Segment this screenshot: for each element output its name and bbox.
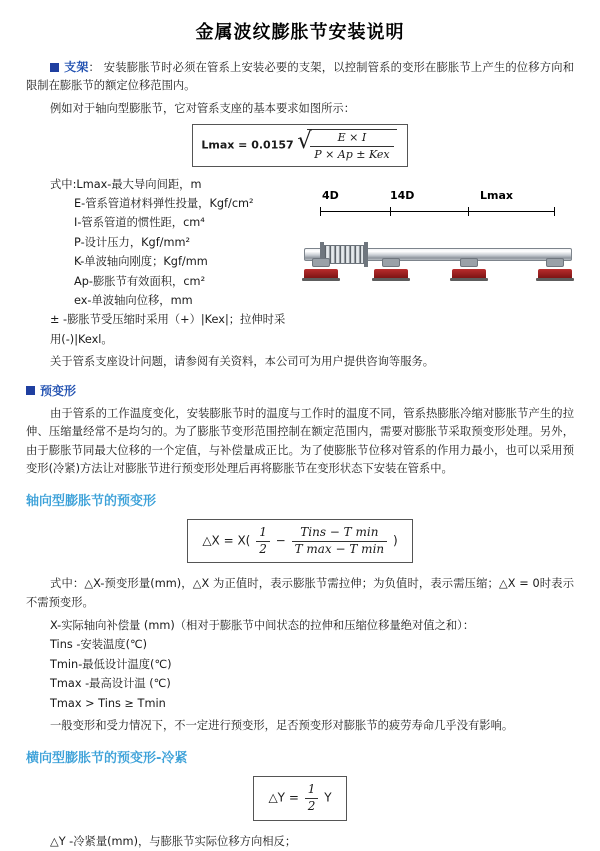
predeform-para1: 由于管系的工作温度变化，安装膨胀节时的温度与工作时的温度不同，管系热膨胀冷缩对膨胀节产生的拉伸、压缩量经常不是均匀的。为了膨胀节变形范围控制在额定范围内，需要对膨胀节采取预变形处理。另外，由于膨胀节同最大位移的一个定值，与补偿量成正比。为了使膨胀节位移对管系的作用力最小，也可以采用预变形(冷紧)方法让对膨胀节进行预变形处理后再将膨胀节在变形状态下安装在管系中。: [26, 407, 574, 475]
axial-formula-half: [254, 525, 272, 557]
list-item: Ap-膨胀节有效面积，cm²: [74, 274, 206, 288]
list-item: Tmin-最低设计温度(℃): [50, 657, 172, 671]
axial-definition-list: [26, 616, 574, 713]
lateral-note: △Y -冷紧量(mm)，与膨胀节实际位移方向相反；: [50, 834, 297, 848]
support-diagram-column: [298, 171, 578, 299]
list-item: X-实际轴向补偿量 (mm)（相对于膨胀节中间状态的拉伸和压缩位移量绝对值之和）：: [50, 619, 475, 633]
list-item: Tmax -最高设计温 (℃): [50, 677, 171, 691]
lmax-formula-denominator: P × Ap ± Kex: [314, 147, 390, 161]
axial-formula-lhs: △X = X(: [202, 533, 251, 548]
dimension-segment-14d: [390, 211, 468, 212]
list-item: E-管系管道材料弹性投量，Kgf/cm²: [74, 196, 254, 210]
axial-note1: 式中：△X-预变形量(mm)，△X 为正值时，表示膨胀节需拉伸；为负值时，表示需压缩；△X = 0时表示不需预变形。: [26, 577, 574, 609]
list-item: Tins -安装温度(℃): [50, 638, 148, 652]
support-clamp: [382, 258, 400, 267]
support-base: [452, 269, 486, 278]
flange-right: [364, 242, 368, 267]
list-item: ± -膨胀节受压缩时采用（+）|Kex|；拉伸时采用(-)|Kexl。: [50, 313, 286, 346]
support-para2: 例如对于轴向型膨胀节，它对管系支座的基本要求如图所示：: [50, 101, 356, 115]
axial-formula-temp-num: Tins − T min: [292, 525, 388, 542]
lateral-formula-rhs: Y: [324, 791, 332, 806]
support-section-intro: 支架： 安装膨胀节时必须在管系上安装必要的支架，以控制管系的变形在膨胀节上产生的位移方向和限制在膨胀节的额定位移范围内。: [26, 60, 574, 93]
axial-formula-temp-den: T max − T min: [294, 541, 385, 556]
page-title: 金属波纹膨胀节安装说明: [195, 22, 405, 43]
axial-formula: [26, 519, 574, 563]
support-definitions-column: [26, 171, 294, 354]
list-item: ex-单波轴向位移，mm: [74, 294, 193, 308]
diagram-dimension-lines: [298, 206, 578, 216]
lmax-formula-lhs: Lmax = 0.0157: [201, 138, 294, 152]
blue-square-bullet-icon: [50, 63, 59, 72]
axial-closing: 一般变形和受力情况下，不一定进行预变形，足否预变形对膨胀节的疲劳寿命几乎没有影响。: [50, 719, 514, 733]
pipe-assembly: [298, 228, 578, 298]
pipe-support-d: [538, 258, 572, 280]
lateral-predeform-heading: 横向型膨胀节的预变形-冷紧: [26, 751, 188, 767]
predeform-heading-row: [26, 382, 574, 401]
support-body-columns: [26, 171, 574, 354]
support-base: [374, 269, 408, 278]
lateral-formula: [26, 776, 574, 820]
support-definition-list: [26, 175, 294, 350]
pipe-support-c: [452, 258, 486, 280]
lateral-formula-box: [253, 776, 346, 820]
support-clamp: [460, 258, 478, 267]
support-clamp: [312, 258, 330, 267]
axial-formula-box: [187, 519, 412, 563]
lmax-formula-numerator: √ E × I: [310, 131, 393, 147]
pipe-support-a: [304, 258, 338, 280]
list-item: Tmax > Tins ≥ Tmin: [50, 696, 166, 710]
lateral-formula-num: 1: [305, 782, 319, 799]
dimension-label-14d: 14D: [390, 188, 415, 202]
axial-formula-minus: −: [275, 533, 286, 548]
dimension-label-lmax: Lmax: [480, 188, 513, 202]
lateral-formula-lhs: △Y =: [268, 791, 299, 806]
support-clamp: [546, 258, 564, 267]
list-item: P-设计压力，Kgf/mm²: [74, 235, 191, 249]
axial-formula-rhs: ): [392, 533, 398, 548]
support-heading: 支架: [64, 60, 89, 74]
support-closing: 关于管系支座设计问题，请参阅有关资料，本公司可为用户提供咨询等服务。: [50, 355, 435, 369]
list-item: 式中:Lmax-最大导向间距，m: [50, 177, 202, 191]
dimension-segment-4d: [320, 211, 390, 212]
diagram-dimension-labels: [298, 189, 578, 205]
pipe-support-diagram: [298, 189, 578, 299]
axial-predeform-heading: 轴向型膨胀节的预变形: [26, 494, 157, 510]
support-base: [304, 269, 338, 278]
predeform-heading: 预变形: [40, 383, 77, 398]
axial-formula-half-den: 2: [259, 541, 267, 556]
support-base: [538, 269, 572, 278]
dimension-tick: [554, 207, 555, 216]
lmax-formula-fraction: [307, 131, 396, 162]
lmax-formula: [26, 124, 574, 167]
axial-formula-half-num: 1: [256, 525, 270, 542]
list-item: K-单波轴向刚度；Kgf/mm: [74, 255, 208, 269]
list-item: I-管系管道的惯性距，cm⁴: [74, 216, 205, 230]
lateral-formula-den: 2: [307, 799, 316, 814]
dimension-label-4d: 4D: [322, 188, 339, 202]
support-para1: 安装膨胀节时必须在管系上安装必要的支架，以控制管系的变形在膨胀节上产生的位移方向和限制在膨胀节的额定位移范围内。: [26, 61, 574, 93]
axial-formula-temp-fraction: [290, 525, 390, 557]
dimension-segment-lmax: [468, 211, 554, 212]
lateral-formula-half: [303, 782, 321, 814]
lmax-formula-radical: [297, 129, 396, 162]
pipe-support-b: [374, 258, 408, 280]
blue-square-bullet-icon: [26, 386, 35, 395]
lmax-formula-box: [192, 124, 407, 167]
